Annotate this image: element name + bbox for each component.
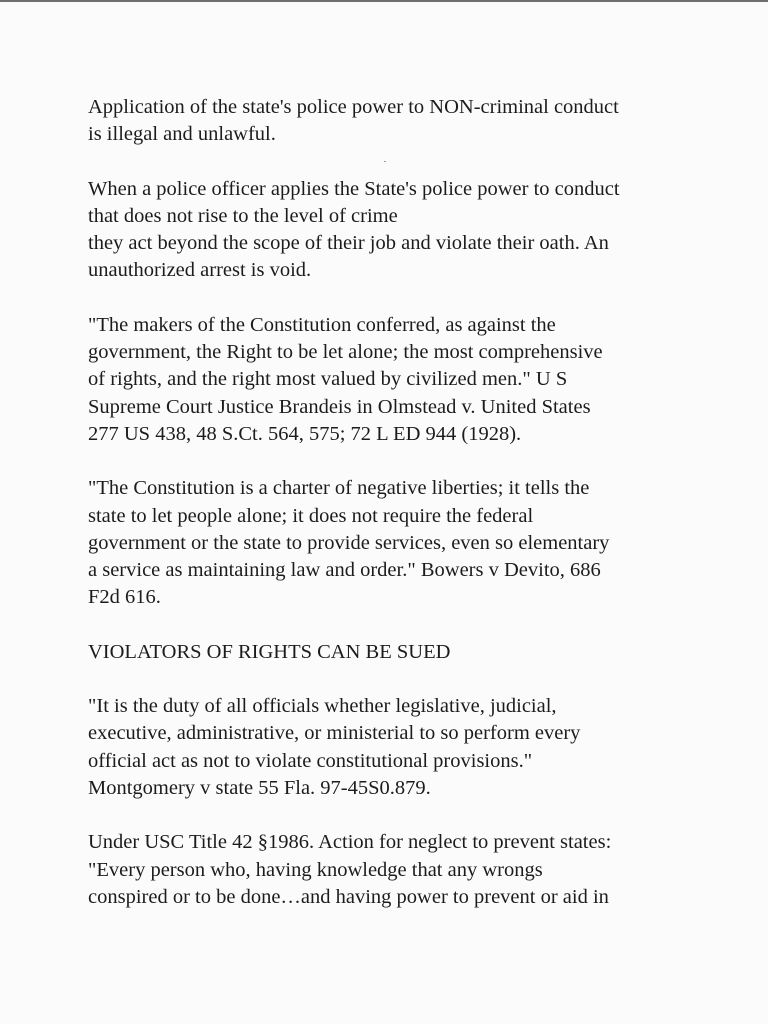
- text-line: "The makers of the Constitution conferred, as against the: [88, 313, 556, 336]
- text-line: Supreme Court Justice Brandeis in Olmstead v. United States: [88, 395, 591, 418]
- text-line: Under USC Title 42 §1986. Action for neglect to prevent states:: [88, 831, 612, 854]
- text-line: executive, administrative, or ministerial to so perform every: [88, 722, 581, 745]
- paragraph-officer-conduct: [88, 176, 708, 285]
- paragraph-negative-liberties-quote: [88, 475, 708, 611]
- text-line: Application of the state's police power to NON-criminal conduct: [88, 96, 619, 118]
- paragraph-brandeis-quote: [88, 312, 708, 448]
- text-line: government or the state to provide services, even so elementary: [88, 531, 610, 554]
- text-line: they act beyond the scope of their job and violate their oath. An: [88, 232, 609, 255]
- text-line: conspired or to be done…and having power to prevent or aid in: [88, 885, 609, 908]
- text-line: unauthorized arrest is void.: [88, 259, 312, 282]
- text-line: government, the Right to be let alone; the most comprehensive: [88, 341, 603, 364]
- text-line: Montgomery v state 55 Fla. 97-45S0.879.: [88, 776, 431, 799]
- text-line: "Every person who, having knowledge that any wrongs: [88, 858, 543, 881]
- text-line: of rights, and the right most valued by civilized men." U S: [88, 368, 568, 391]
- paragraph-usc-1986: [88, 829, 708, 911]
- paragraph-police-power: [88, 94, 708, 149]
- text-line: a service as maintaining law and order." Bowers v Devito, 686: [88, 559, 601, 582]
- text-line: "It is the duty of all officials whether legislative, judicial,: [88, 695, 557, 718]
- paragraph-duty-of-officials: [88, 693, 708, 802]
- document-body: [88, 94, 708, 938]
- text-line: that does not rise to the level of crime: [88, 204, 398, 227]
- text-line: F2d 616.: [88, 586, 161, 609]
- text-line: When a police officer applies the State's police power to conduct: [88, 177, 620, 200]
- text-line: official act as not to violate constitutional provisions.": [88, 749, 533, 772]
- top-edge-rule: [0, 0, 768, 2]
- heading-line: VIOLATORS OF RIGHTS CAN BE SUED: [88, 640, 451, 663]
- text-line: 277 US 438, 48 S.Ct. 564, 575; 72 L ED 944 (1928).: [88, 422, 522, 445]
- text-line: "The Constitution is a charter of negative liberties; it tells the: [88, 477, 590, 500]
- section-heading-violators: [88, 639, 708, 666]
- text-line: is illegal and unlawful.: [88, 123, 276, 146]
- text-line: state to let people alone; it does not require the federal: [88, 504, 534, 527]
